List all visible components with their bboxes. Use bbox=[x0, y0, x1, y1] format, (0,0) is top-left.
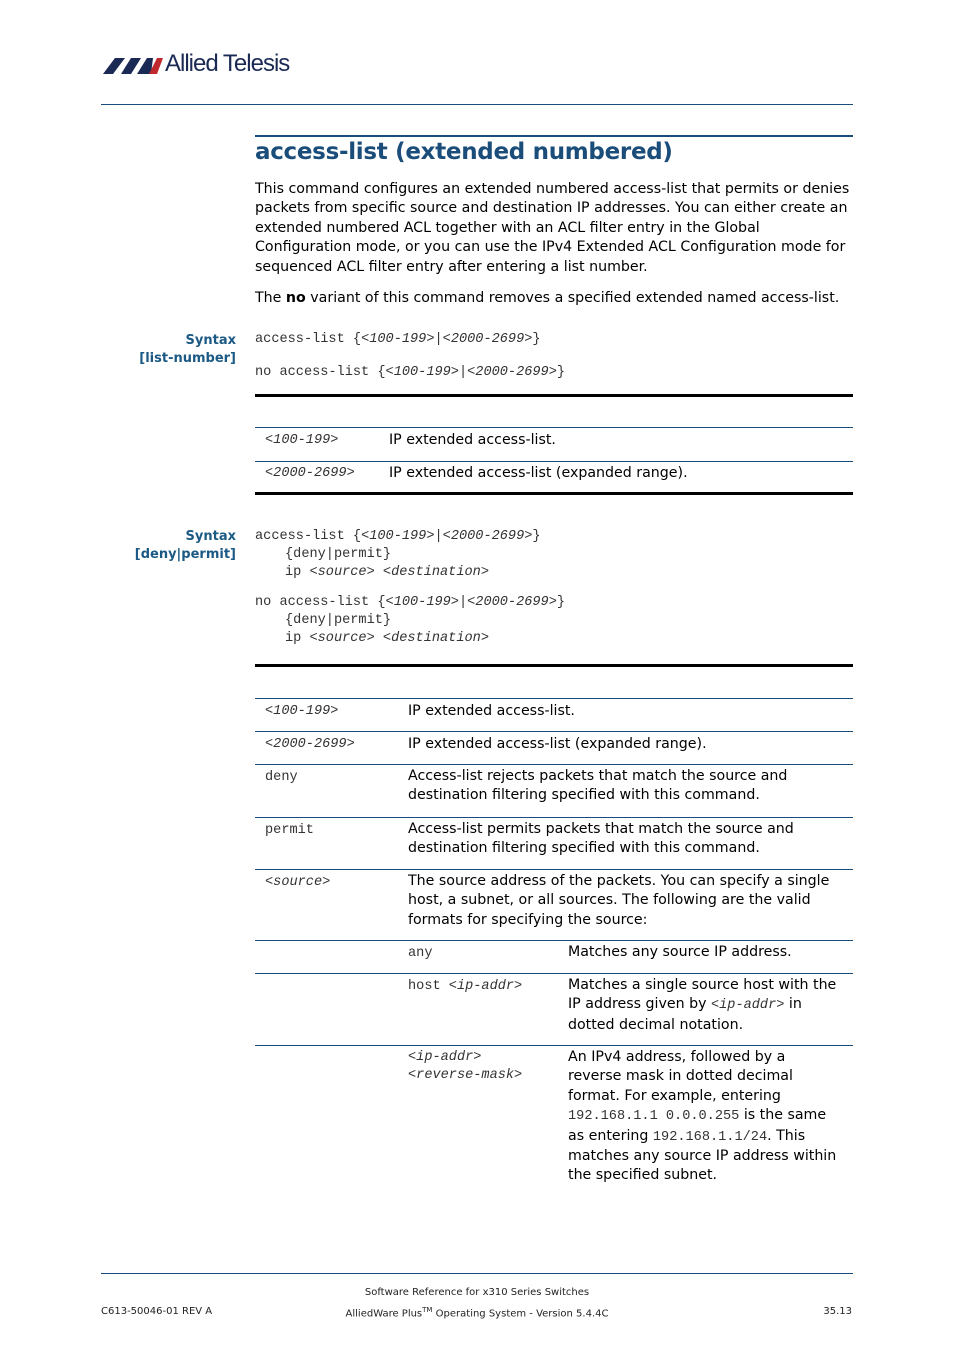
trademark-text: TM bbox=[422, 1306, 433, 1314]
param-text: <2000-2699> bbox=[442, 529, 533, 544]
syntax-deny-permit-label bbox=[135, 528, 236, 563]
cmd-text: {deny|permit} bbox=[285, 613, 392, 628]
syntax-line bbox=[255, 612, 565, 630]
desc-cell: IP extended access-list (expanded range). bbox=[389, 465, 688, 481]
param-text: <100-199> bbox=[385, 595, 459, 610]
syntax-line bbox=[255, 594, 565, 612]
syntax1-line2 bbox=[255, 365, 565, 380]
no-variant-post: variant of this command removes a specified extended named access-list. bbox=[305, 290, 840, 306]
param-text: <reverse-mask> bbox=[408, 1068, 523, 1083]
param-text: <2000-2699> bbox=[467, 595, 557, 610]
subtable-row bbox=[255, 1046, 853, 1191]
desc-cell: IP extended access-list (expanded range). bbox=[408, 736, 707, 752]
desc-text: is the same as entering bbox=[568, 1107, 827, 1144]
cmd-text: {deny|permit} bbox=[285, 547, 392, 562]
subtable-row bbox=[255, 974, 853, 1045]
cmd-text: } bbox=[556, 595, 566, 610]
param-text: <2000-2699> bbox=[442, 332, 533, 347]
desc-cell: Access-list rejects packets that match the source and destination filtering specified with this command. bbox=[408, 768, 788, 804]
param-text: <destination> bbox=[382, 631, 489, 646]
desc-cell: Matches any source IP address. bbox=[568, 944, 792, 960]
footer-center-line1: Software Reference for x310 Series Switches bbox=[364, 1287, 590, 1298]
subtable-row bbox=[255, 941, 853, 973]
desc-cell: IP extended access-list. bbox=[389, 432, 556, 448]
footer-rule bbox=[101, 1273, 853, 1274]
title-rule bbox=[255, 135, 853, 137]
param-text: <destination> bbox=[382, 565, 489, 580]
footer-doc-number: C613-50046-01 REV A bbox=[101, 1306, 213, 1317]
sep-text: | bbox=[434, 529, 443, 544]
cmd-text: ip bbox=[285, 565, 310, 580]
cmd-text: access-list { bbox=[255, 332, 362, 347]
sep-text bbox=[375, 631, 383, 646]
table1-top-rule bbox=[255, 394, 853, 397]
param-cell: permit bbox=[265, 823, 314, 838]
param-text: <ip-addr> bbox=[408, 1050, 482, 1065]
page-title: access-list (extended numbered) bbox=[255, 139, 673, 165]
intro-paragraph: This command configures an extended numbered access-list that permits or denies packets from specific source and destination IP addresses. You can either create an extended numbered ACL together with an ACL filter entry in the Global Configuration mode, or you can use the IPv4 Extended ACL Configuration mode for sequenced ACL filter entry after entering a list number. bbox=[255, 181, 850, 275]
cmd-text: } bbox=[532, 529, 541, 544]
syntax-sublabel: [deny|permit] bbox=[134, 546, 236, 562]
sep-text: | bbox=[458, 595, 468, 610]
no-keyword: no bbox=[285, 290, 306, 306]
desc-cell: Access-list permits packets that match the source and destination filtering specified with this command. bbox=[408, 821, 794, 857]
sep-text: | bbox=[458, 365, 468, 380]
desc-text: Matches a single source host with the IP address given by bbox=[568, 977, 837, 1013]
param-cell bbox=[408, 1049, 522, 1085]
table-row bbox=[255, 732, 853, 764]
desc-cell bbox=[568, 1048, 843, 1186]
desc-cell bbox=[568, 976, 848, 1035]
param-text: <100-199> bbox=[361, 332, 435, 347]
syntax-line bbox=[255, 630, 565, 648]
table1-bottom-rule bbox=[255, 492, 853, 495]
table-row bbox=[255, 765, 853, 817]
table-row bbox=[255, 818, 853, 869]
param-text: <ip-addr> bbox=[448, 979, 523, 994]
desc-text: in dotted decimal notation. bbox=[568, 996, 802, 1033]
table-row bbox=[255, 462, 853, 492]
cmd-text: access-list { bbox=[255, 529, 362, 544]
allied-telesis-logo-mark-icon bbox=[101, 52, 165, 78]
syntax-label: Syntax bbox=[185, 529, 236, 544]
param-text: <source> bbox=[309, 565, 375, 580]
brand-name: Allied Telesis bbox=[165, 50, 290, 77]
syntax-list-number-label bbox=[139, 332, 236, 367]
param-text: <source> bbox=[309, 631, 375, 646]
desc-text: An IPv4 address, followed by a reverse mask in dotted decimal format. For example, entering bbox=[568, 1049, 793, 1104]
table-row bbox=[255, 428, 853, 461]
param-text: <2000-2699> bbox=[467, 365, 557, 380]
param-cell: deny bbox=[265, 770, 298, 785]
param-cell: <2000-2699> bbox=[265, 737, 355, 752]
param-cell: <100-199> bbox=[265, 704, 339, 719]
example-text: 192.168.1.1 0.0.0.255 bbox=[568, 1109, 740, 1125]
footer-text: Operating System - Version 5.4.4C bbox=[432, 1308, 609, 1320]
cmd-text: no access-list { bbox=[255, 595, 386, 610]
table2-top-rule bbox=[255, 664, 853, 667]
example-text: 192.168.1.1/24 bbox=[652, 1129, 768, 1145]
syntax-label: Syntax bbox=[185, 333, 236, 348]
cmd-text: } bbox=[532, 332, 541, 347]
syntax-line bbox=[255, 564, 541, 582]
param-cell: <2000-2699> bbox=[265, 466, 355, 481]
syntax-sublabel: [list-number] bbox=[139, 350, 236, 366]
no-variant-paragraph bbox=[255, 289, 855, 308]
header-rule bbox=[101, 104, 853, 105]
table-row bbox=[255, 699, 853, 731]
cmd-text: no access-list { bbox=[255, 365, 386, 380]
table-row bbox=[255, 870, 853, 940]
param-cell: <source> bbox=[265, 875, 331, 890]
footer-text: AlliedWare Plus bbox=[345, 1308, 423, 1320]
syntax-line bbox=[255, 528, 541, 546]
param-text: <100-199> bbox=[385, 365, 459, 380]
desc-cell: The source address of the packets. You can specify a single host, a subnet, or all sources. The following are the valid formats for specifying the source: bbox=[408, 873, 830, 928]
param-cell: <100-199> bbox=[265, 433, 339, 448]
no-variant-pre: The bbox=[255, 290, 286, 306]
param-cell: any bbox=[408, 946, 433, 961]
sep-text: | bbox=[434, 332, 443, 347]
cmd-text: } bbox=[556, 365, 566, 380]
sep-text bbox=[375, 565, 383, 580]
syntax-line bbox=[255, 546, 541, 564]
desc-text: . This matches any source IP address within the specified subnet. bbox=[568, 1127, 837, 1184]
footer-page-number: 35.13 bbox=[823, 1306, 852, 1317]
syntax2-block2 bbox=[255, 594, 565, 648]
param-text: <ip-addr> bbox=[710, 998, 785, 1014]
syntax1-line1 bbox=[255, 332, 541, 347]
param-text: <100-199> bbox=[361, 529, 435, 544]
cmd-text: host bbox=[408, 979, 449, 994]
desc-cell: IP extended access-list. bbox=[408, 703, 575, 719]
cmd-text: ip bbox=[285, 631, 310, 646]
syntax2-block1 bbox=[255, 528, 541, 582]
param-cell bbox=[408, 977, 522, 996]
